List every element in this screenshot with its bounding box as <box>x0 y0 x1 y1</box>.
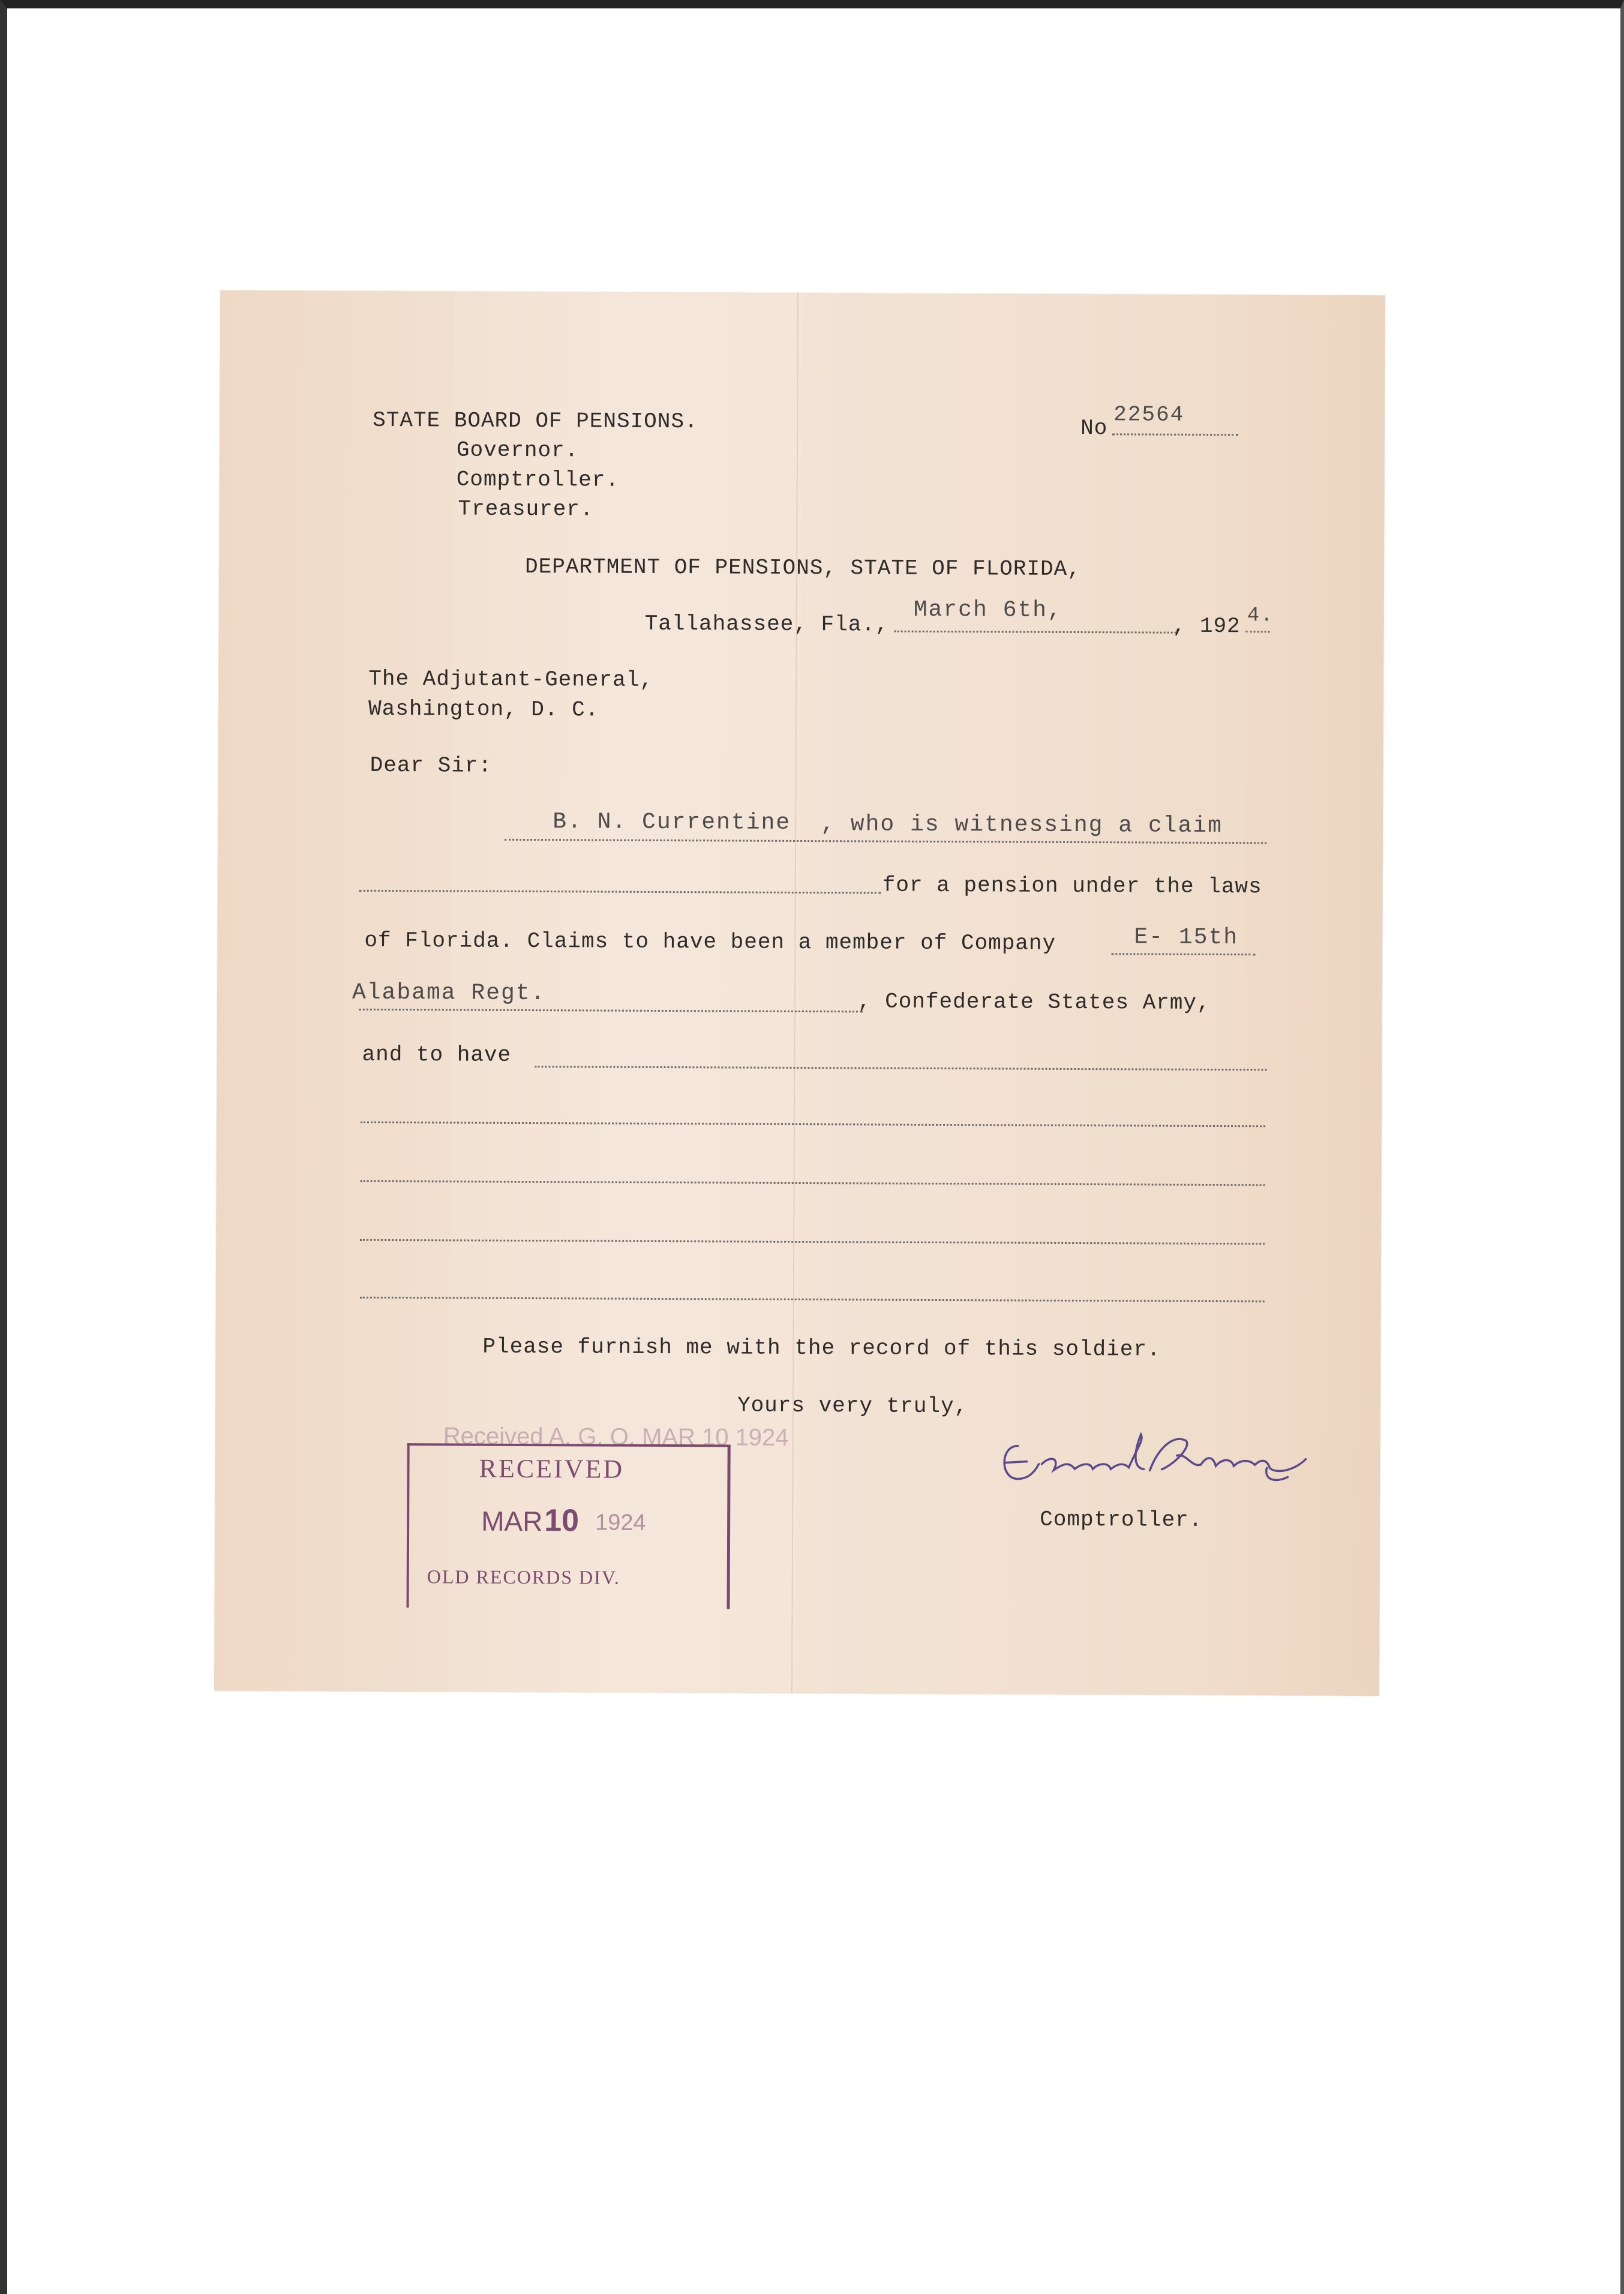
dateline-date-value: March 6th, <box>913 596 1062 623</box>
request-text: Please furnish me with the record of this soldier. <box>482 1334 1161 1362</box>
stamp-division: OLD RECORDS DIV. <box>427 1566 620 1588</box>
stamp-date-month: MAR <box>481 1505 543 1537</box>
dateline-year-underline <box>1246 631 1270 632</box>
dateline-date-underline <box>894 631 1176 634</box>
document-number-label: No <box>1080 416 1108 441</box>
and-to-have-text: and to have <box>362 1042 512 1067</box>
signer-title: Comptroller. <box>1040 1507 1203 1533</box>
dateline-year-suffix: 4. <box>1247 604 1274 628</box>
claimant-name: B. N. Currentine <box>553 809 791 836</box>
company-underline <box>1111 953 1255 955</box>
closing-text: Yours very truly, <box>737 1393 968 1419</box>
department-heading: DEPARTMENT OF PENSIONS, STATE OF FLORIDA, <box>525 554 1081 582</box>
pension-text: for a pension under the laws <box>882 872 1262 899</box>
document-number-underline <box>1112 433 1238 436</box>
board-member-comptroller: Comptroller. <box>456 467 620 493</box>
salutation: Dear Sir: <box>370 752 493 778</box>
florida-text: of Florida. Claims to have been a member of Company <box>364 928 1056 956</box>
signature-mark <box>993 1422 1330 1495</box>
addressee-line-2: Washington, D. C. <box>368 696 599 722</box>
document-number-value: 22564 <box>1113 402 1185 427</box>
dateline-year-prefix: , 192 <box>1172 613 1241 639</box>
stamp-date-year: 1924 <box>595 1510 646 1536</box>
received-stamp <box>407 1443 731 1609</box>
witness-text: , who is witnessing a claim <box>821 811 1223 839</box>
board-title: STATE BOARD OF PENSIONS. <box>373 407 698 434</box>
army-text: , Confederate States Army, <box>857 989 1211 1015</box>
letter-paper <box>214 290 1385 1696</box>
stamp-date-day: 10 <box>544 1503 580 1539</box>
stamp-received-label: RECEIVED <box>479 1453 625 1484</box>
addressee-line-1: The Adjutant-General, <box>368 666 654 692</box>
company-value: E- 15th <box>1134 924 1239 951</box>
faint-received-stamp: Received A. G. O. MAR 10 1924 <box>443 1423 789 1451</box>
board-member-treasurer: Treasurer. <box>458 496 594 522</box>
dateline-place: Tallahassee, Fla., <box>644 611 889 637</box>
board-member-governor: Governor. <box>456 437 579 463</box>
regiment-value: Alabama Regt. <box>352 979 546 1007</box>
